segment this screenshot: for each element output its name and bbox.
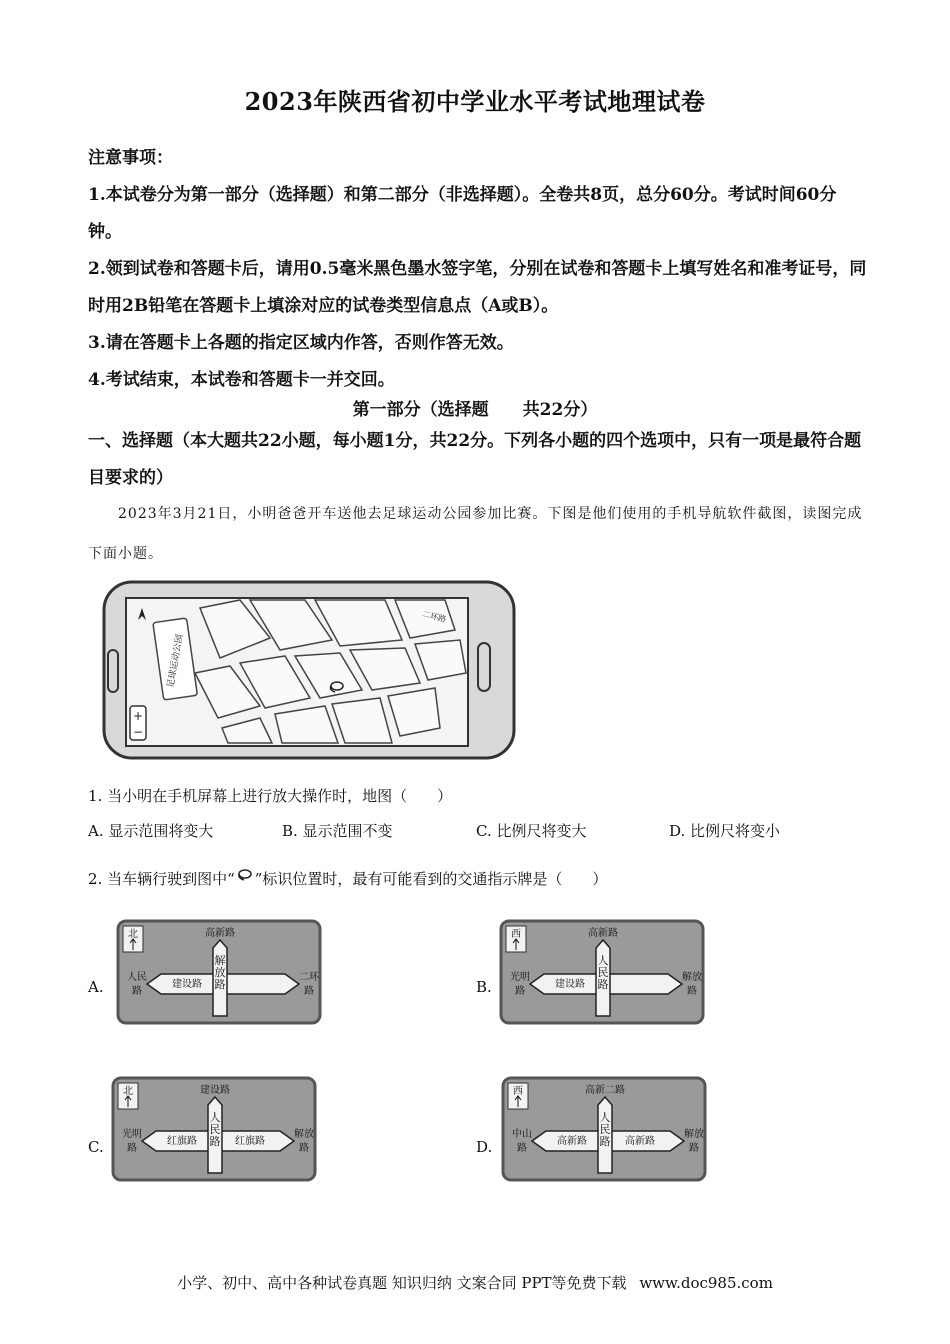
sign-left-end: 光明 <box>122 1129 142 1140</box>
footer <box>0 1272 950 1293</box>
sign-right-end-2: 路 <box>304 986 314 997</box>
q1-option-c[interactable]: C. 比例尺将变大 <box>476 822 587 840</box>
section-heading: 一、选择题（本大题共22小题，每小题1分，共22分。下列各小题的四个选项中，只有一项是最符合题目要求的） <box>88 431 862 488</box>
q2-option-d-label[interactable]: D. <box>476 1138 493 1156</box>
vehicle-marker-icon <box>331 682 343 690</box>
sign-direction-label: 西 <box>513 1086 523 1097</box>
q2-option-c-label[interactable]: C. <box>88 1138 104 1156</box>
sign-direction-label: 北 <box>128 929 138 940</box>
notice-heading: 注意事项： <box>88 148 173 168</box>
q1-option-d[interactable]: D. 比例尺将变小 <box>669 822 781 840</box>
sign-left-end-2: 路 <box>127 1143 137 1154</box>
map-road-label: 二环路 <box>421 609 447 625</box>
notice-item-1: 1.本试卷分为第一部分（选择题）和第二部分（非选择题）。全卷共8页，总分60分。考试时间60分钟。 <box>88 185 837 242</box>
sign-top-road: 高新路 <box>205 928 235 939</box>
q2-option-a-sign[interactable] <box>115 918 325 1028</box>
sign-right-end: 二环 <box>299 972 319 983</box>
sign-top-road: 建设路 <box>200 1085 230 1096</box>
sign-top-road: 高新路 <box>588 928 618 939</box>
q2-stem-prefix: 2. 当车辆行驶到图中“ <box>88 870 235 888</box>
zoom-out-icon[interactable]: − <box>133 725 144 739</box>
q2-option-b-label[interactable]: B. <box>476 978 492 996</box>
sign-direction-label: 北 <box>123 1086 133 1097</box>
sign-center-road: 人民路 <box>597 954 609 991</box>
sign-left-end-2: 路 <box>517 1143 527 1154</box>
question-1-stem: 1. 当小明在手机屏幕上进行放大操作时，地图（ ） <box>88 787 453 805</box>
vehicle-marker-icon <box>235 868 255 884</box>
footer-url[interactable]: www.doc985.com <box>639 1274 773 1292</box>
sign-right-road: 红旗路 <box>235 1136 265 1147</box>
part-title: 第一部分（选择题 共22分） <box>352 400 598 420</box>
notice-item-4: 4.考试结束，本试卷和答题卡一并交回。 <box>88 370 395 390</box>
sign-left-end: 人民 <box>127 972 147 983</box>
sign-right-end: 解放 <box>682 972 702 983</box>
page-title: 2023年陕西省初中学业水平考试地理试卷 <box>244 87 706 116</box>
q2-stem-suffix: ”标识位置时，最有可能看到的交通指示牌是（ ） <box>254 870 608 888</box>
question-2-stem <box>88 868 607 889</box>
sign-right-end-2: 路 <box>299 1143 309 1154</box>
phone-map-figure <box>100 578 520 763</box>
notice-block <box>88 140 868 399</box>
sign-left-end: 中山 <box>512 1129 532 1140</box>
zoom-in-icon[interactable]: + <box>133 709 144 723</box>
sign-right-end-2: 路 <box>687 986 697 997</box>
sign-right-end-2: 路 <box>689 1143 699 1154</box>
sign-left-road: 建设路 <box>555 979 585 990</box>
q1-option-a[interactable]: A. 显示范围将变大 <box>88 822 214 840</box>
sign-center-road: 人民路 <box>209 1111 221 1148</box>
sign-left-road: 高新路 <box>557 1136 587 1147</box>
sign-center-road: 人民路 <box>599 1111 611 1148</box>
map-park-label: 足球运动公园 <box>166 633 186 689</box>
notice-item-3: 3.请在答题卡上各题的指定区域内作答，否则作答无效。 <box>88 333 514 353</box>
sign-left-end-2: 路 <box>132 986 142 997</box>
q1-option-b[interactable]: B. 显示范围不变 <box>282 822 393 840</box>
sign-direction-label: 西 <box>511 929 521 940</box>
sign-left-end-2: 路 <box>515 986 525 997</box>
footer-text: 小学、初中、高中各种试卷真题 知识归纳 文案合同 PPT等免费下载 <box>177 1274 627 1292</box>
q2-option-d-sign[interactable] <box>500 1075 710 1185</box>
sign-center-road: 解放路 <box>214 954 226 991</box>
q2-option-a-label[interactable]: A. <box>88 978 104 996</box>
sign-right-road: 高新路 <box>625 1136 655 1147</box>
sign-left-end: 光明 <box>510 972 530 983</box>
sign-right-end: 解放 <box>294 1129 314 1140</box>
notice-item-2: 2.领到试卷和答题卡后，请用0.5毫米黑色墨水签字笔，分别在试卷和答题卡上填写姓名和准考证号，同时用2B铅笔在答题卡上填涂对应的试卷类型信息点（A或B）。 <box>88 259 867 316</box>
sign-left-road: 建设路 <box>172 979 202 990</box>
sign-right-end: 解放 <box>684 1129 704 1140</box>
sign-left-road: 红旗路 <box>167 1136 197 1147</box>
question-intro: 2023年3月21日，小明爸爸开车送他去足球运动公园参加比赛。下图是他们使用的手机导航软件截图，读图完成下面小题。 <box>88 506 863 562</box>
sign-top-road: 高新二路 <box>585 1085 625 1096</box>
q2-option-c-sign[interactable] <box>110 1075 320 1185</box>
q2-option-b-sign[interactable] <box>498 918 708 1028</box>
